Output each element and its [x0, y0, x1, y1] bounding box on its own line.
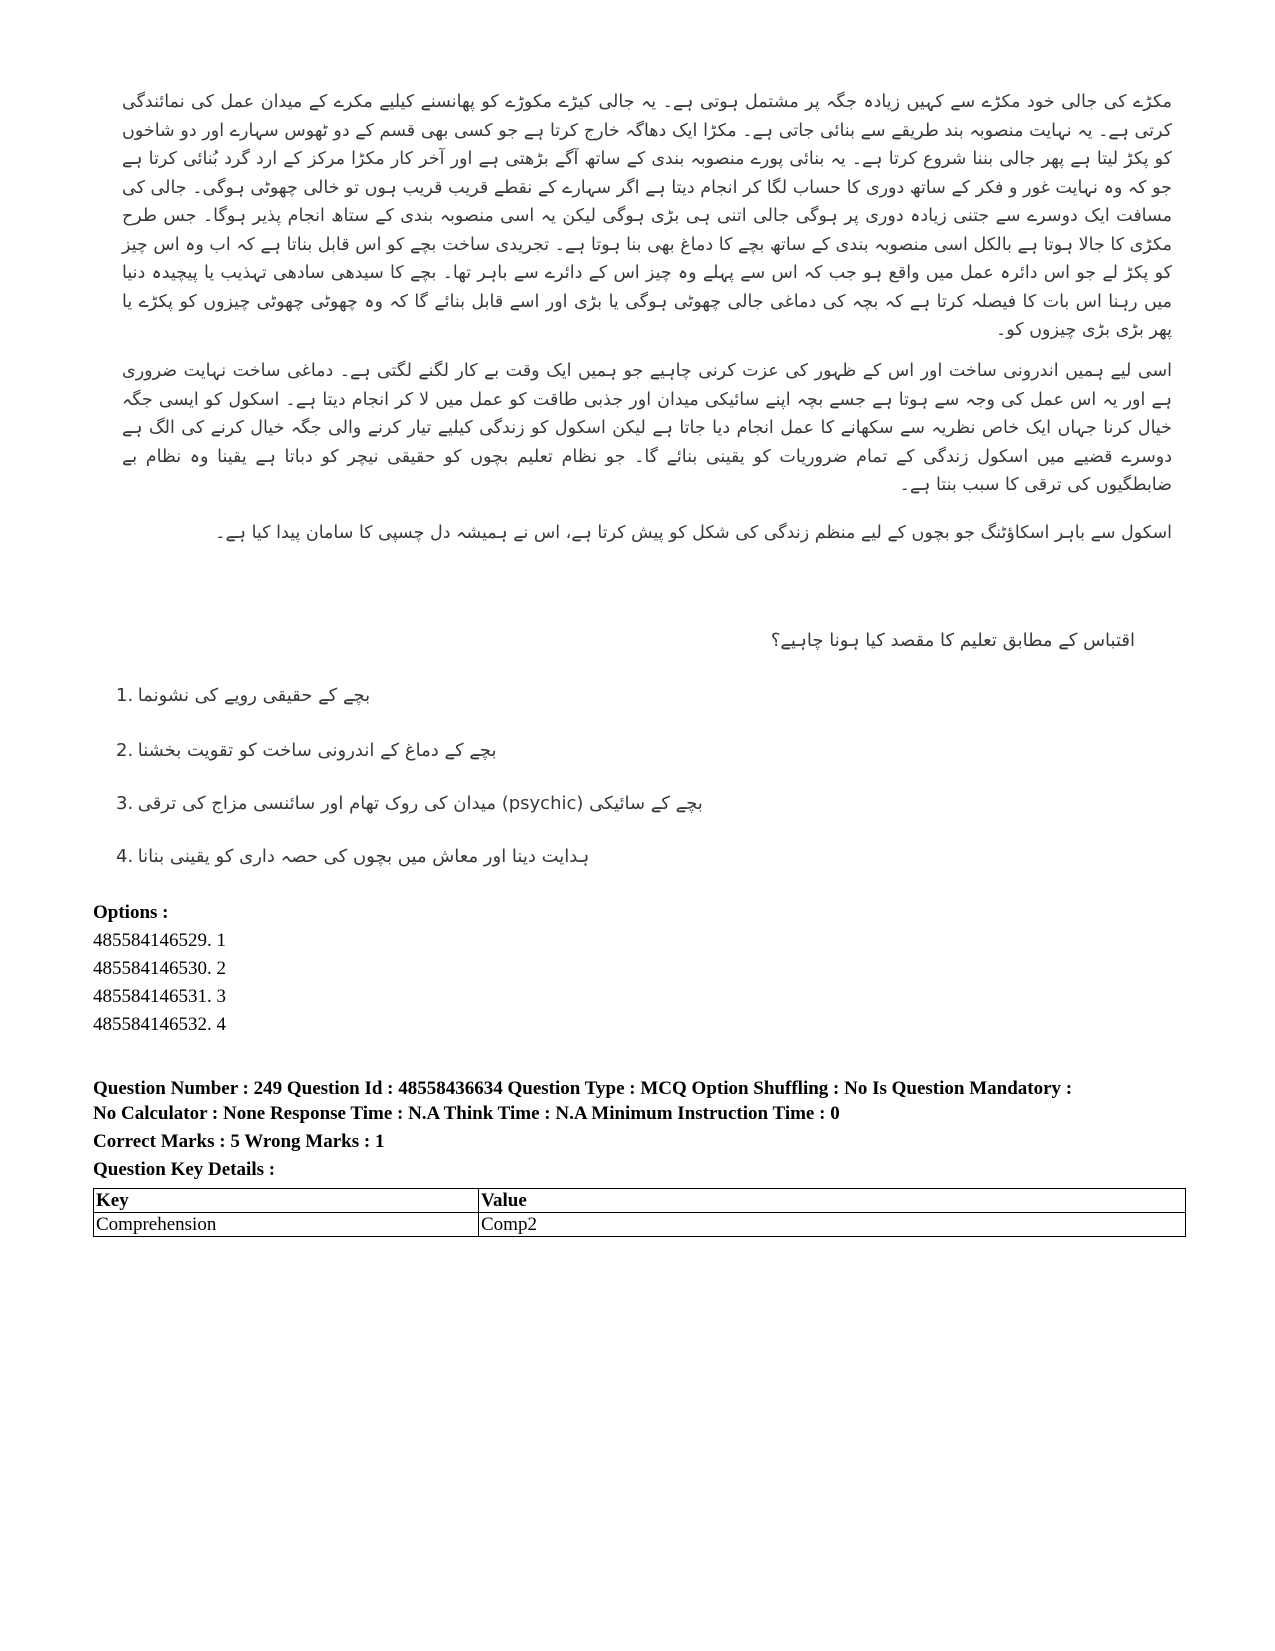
- choice-number: 3.: [116, 793, 134, 814]
- choice-1: [116, 685, 370, 706]
- option-id-1: 485584146529. 1: [93, 930, 226, 951]
- option-id-3: 485584146531. 3: [93, 986, 226, 1007]
- question-text: اقتباس کے مطابق تعلیم کا مقصد کیا ہونا چاہیے؟: [770, 630, 1135, 651]
- key-details-heading: Question Key Details :: [93, 1159, 276, 1180]
- choice-text: بچے کے حقیقی رویے کی نشونما: [137, 685, 371, 706]
- choice-text: ہدایت دینا اور معاش میں بچوں کی حصہ داری کو یقینی بنانا: [137, 846, 590, 867]
- header-key: Key: [94, 1189, 479, 1213]
- passage-paragraph-2: اسی لیے ہمیں اندرونی ساخت اور اس کے ظہور کی عزت کرنی چاہیے جو ہمیں ایک وقت بے کار لگنے لگتی ہے۔ دماغی ساخت نہایت ضروری ہے اور یہ اس عمل کی وجہ سے ہوتا ہے جسے بچہ اپنے سائیکی میدان اور جذبی طاقت کو عمل میں لا کر انجام دیتا ہے۔ اسکول کو ایسی جگہ خیال کرنا جہاں ایک خاص نظریہ سے سکھانے کا عمل انجام دیا جاتا ہے لیکن اسکول کو زندگی کیلیے تیار کرنے والی جگہ خیال کرنے کی الگ ہے دوسرے قضیے میں اسکول زندگی کے تمام ضروریات کو یقینی بنائے گا۔ جو نظام تعلیم بچوں کو حقیقی نیچر کو دباتا ہے یقینا وہ نظام بے ضابطگیوں کی ترقی کا سبب بنتا ہے۔: [122, 361, 1172, 495]
- header-value: Value: [479, 1189, 1186, 1213]
- marks-line: Correct Marks : 5 Wrong Marks : 1: [93, 1131, 385, 1152]
- choice-3: [116, 793, 703, 814]
- cell-value: Comp2: [479, 1213, 1186, 1237]
- choice-2: [116, 740, 497, 761]
- table-row: [94, 1213, 1186, 1237]
- choice-number: 1.: [116, 685, 134, 706]
- option-id-2: 485584146530. 2: [93, 958, 226, 979]
- choice-number: 2.: [116, 740, 134, 761]
- choice-4: [116, 846, 589, 867]
- choice-number: 4.: [116, 846, 134, 867]
- choice-text: بچے کے دماغ کے اندرونی ساخت کو تقویت بخشنا: [137, 740, 497, 761]
- key-details-table: [93, 1188, 1186, 1237]
- question-meta-line-1: Question Number : 249 Question Id : 48558436634 Question Type : MCQ Option Shuffling : No Is Question Mandatory :: [93, 1078, 1073, 1099]
- options-label: Options :: [93, 902, 169, 923]
- passage-paragraph-1: مکڑے کی جالی خود مکڑے سے کہیں زیادہ جگہ پر مشتمل ہوتی ہے۔ یہ جالی کیڑے مکوڑے کو پھانسنے کیلیے مکرے کے میدان عمل کی نمائندگی کرتی ہے۔ یہ نہایت منصوبہ بند طریقے سے بنائی جاتی ہے۔ مکڑا ایک دھاگہ خارج کرتا ہے جو کسی بھی قسم کے دو ٹھوس سہارے اور دو شاخوں کو پکڑ لیتا ہے پھر جالی بننا شروع کرتا ہے۔ یہ بنائی پورے منصوبہ بندی کے ساتھ آگے بڑھتی ہے اور آخر کار مکڑا مرکز کے ارد گرد بُنائی کرتا ہے جو کہ وہ نہایت غور و فکر کے ساتھ دوری کا حساب لگا کر انجام دیتا ہے اگر سہارے کے نقطے قریب قریب ہوں تو خالی چھوٹی ہوگی۔ جالی کی مسافت ایک دوسرے سے جتنی زیادہ دوری پر ہوگی جالی اتنی ہی بڑی ہوگی لیکن یہ اسی منصوبہ بندی کے ستاھ انجام پذیر ہوگا۔ جس طرح مکڑی کا جالا ہوتا ہے بالکل اسی منصوبہ بندی کے ساتھ بچے کا دماغ بھی بنا ہوتا ہے۔ تجریدی ساخت بچے کو اس قابل بناتا ہے کہ اب وہ اس چیز کو پکڑ لے جو اس دائرہ عمل میں واقع ہو جب کہ اس سے پہلے وہ چیز اس کے دائرے سے باہر تھا۔ بچے کا سیدھی سادھی تہذیب یا پیچیدہ دنیا میں رہنا اس بات کا فیصلہ کرتا ہے کہ بچہ کی دماغی جالی چھوٹی ہوگی یا بڑی اور اسے قابل بنائے گا کہ وہ چھوٹی چھوٹی چیزوں کو پکڑے یا پھر بڑی بڑی چیزوں کو۔: [122, 92, 1172, 340]
- question-meta-line-2: No Calculator : None Response Time : N.A Think Time : N.A Minimum Instruction Time : 0: [93, 1103, 840, 1124]
- choice-text: بچے کے سائیکی (psychic) میدان کی روک تھام اور سائنسی مزاج کی ترقی: [137, 793, 703, 814]
- passage-paragraph-3: اسکول سے باہر اسکاؤٹنگ جو بچوں کے لیے منظم زندگی کی شکل کو پیش کرتا ہے، اس نے ہمیشہ دل چسپی کا سامان پیدا کیا ہے۔: [215, 523, 1172, 543]
- option-id-4: 485584146532. 4: [93, 1014, 226, 1035]
- cell-key: Comprehension: [94, 1213, 479, 1237]
- table-header-row: [94, 1189, 1186, 1213]
